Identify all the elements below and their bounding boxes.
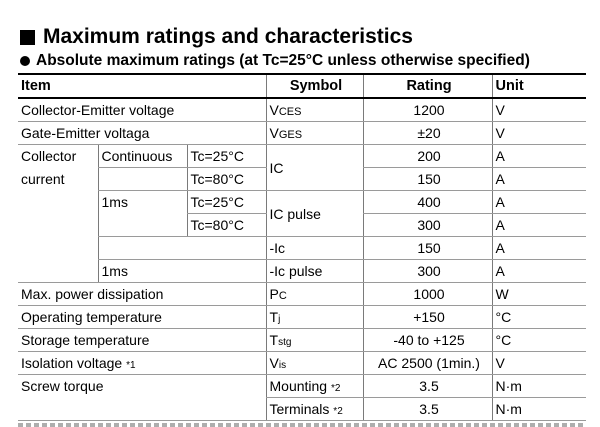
table-row [18, 260, 586, 283]
symbol-sub: CES [278, 106, 302, 118]
mounting-label: Mounting [269, 378, 328, 394]
symbol-cell [266, 329, 363, 352]
item-cell-blank [18, 260, 98, 283]
table-header-row [18, 74, 586, 98]
cropped-footnote-line [18, 419, 586, 427]
terminals-label: Terminals [269, 401, 330, 417]
footnote-mark: *2 [330, 383, 341, 394]
table-row [18, 237, 586, 260]
footnote-mark: *1 [126, 360, 136, 371]
rating-cell: ±20 [363, 122, 492, 145]
item-cell: Screw torque [21, 378, 104, 395]
absolute-maximum-ratings-table [18, 73, 586, 421]
unit-cell: °C [492, 306, 586, 329]
item-cell: Collector-Emitter voltage [18, 98, 266, 122]
symbol-cell-neg-ic-pulse: -Ic pulse [266, 260, 363, 283]
table-row [18, 145, 586, 168]
condition-pulse: 1ms [98, 260, 266, 283]
symbol-cell [266, 306, 363, 329]
unit-cell: A [492, 237, 586, 260]
unit-cell: W [492, 283, 586, 306]
footnote-mark: *2 [333, 406, 343, 417]
item-cell: Storage temperature [18, 329, 266, 352]
unit-cell: V [492, 122, 586, 145]
condition-temp: Tc=25°C [187, 191, 266, 214]
table-row [18, 98, 586, 122]
item-cell-collector: Collector [21, 148, 77, 165]
item-cell-current: current [21, 171, 65, 187]
symbol-cell [266, 98, 363, 122]
symbol-cell [266, 283, 363, 306]
rating-cell: 1200 [363, 98, 492, 122]
rating-cell: 300 [363, 214, 492, 237]
symbol-cell-ic-pulse: IC pulse [266, 191, 363, 237]
square-bullet-icon [20, 30, 35, 45]
condition-temp: Tc=25°C [187, 145, 266, 168]
rating-cell: 150 [363, 237, 492, 260]
table-row [18, 191, 586, 214]
item-cell-blank [18, 398, 266, 421]
item-cell: Operating temperature [18, 306, 266, 329]
item-cell: Gate-Emitter voltaga [18, 122, 266, 145]
symbol-sub: C [278, 290, 287, 302]
rating-cell: AC 2500 (1min.) [363, 352, 492, 375]
symbol-cell [266, 398, 363, 421]
symbol-main: T [269, 332, 279, 348]
rating-cell: 3.5 [363, 398, 492, 421]
unit-cell: V [492, 352, 586, 375]
condition-temp: Tc=80°C [187, 214, 266, 237]
unit-cell: A [492, 191, 586, 214]
unit-cell: N·m [492, 398, 586, 421]
condition-blank [98, 168, 187, 191]
symbol-sub: is [278, 360, 287, 371]
table-row [18, 306, 586, 329]
symbol-main: P [269, 286, 279, 302]
symbol-cell-neg-ic: -Ic [266, 237, 363, 260]
rating-cell: -40 to +125 [363, 329, 492, 352]
table-row [18, 398, 586, 421]
rating-cell: +150 [363, 306, 492, 329]
symbol-main: T [269, 309, 279, 325]
item-cell: Max. power dissipation [18, 283, 266, 306]
symbol-main: V [269, 102, 279, 118]
rating-cell: 1000 [363, 283, 492, 306]
condition-blank [98, 237, 266, 260]
symbol-cell [266, 375, 363, 398]
symbol-main: V [269, 125, 279, 141]
rating-cell: 3.5 [363, 375, 492, 398]
item-cell-blank [18, 191, 98, 214]
rating-cell: 200 [363, 145, 492, 168]
symbol-main: V [269, 355, 279, 371]
section-heading [20, 24, 413, 50]
condition-continuous: Continuous [98, 145, 187, 168]
table-row [18, 375, 586, 398]
item-cell-blank [18, 214, 98, 237]
symbol-cell-ic: IC [266, 145, 363, 191]
unit-cell: V [492, 98, 586, 122]
condition-pulse: 1ms [98, 191, 187, 214]
header-symbol: Symbol [266, 74, 363, 98]
rating-cell: 400 [363, 191, 492, 214]
condition-temp: Tc=80°C [187, 168, 266, 191]
header-rating: Rating [363, 74, 492, 98]
symbol-sub: stg [278, 337, 292, 348]
section-heading-text: Maximum ratings and characteristics [43, 25, 413, 48]
header-unit: Unit [492, 74, 586, 98]
symbol-cell [266, 122, 363, 145]
table-row [18, 352, 586, 375]
subsection-heading-text: Absolute maximum ratings (at Tc=25°C unless otherwise specified) [36, 52, 530, 69]
unit-cell: A [492, 145, 586, 168]
unit-cell: A [492, 168, 586, 191]
condition-blank [98, 214, 187, 237]
header-item: Item [18, 74, 266, 98]
item-cell [18, 352, 266, 375]
subsection-heading [20, 51, 530, 71]
unit-cell: N·m [492, 375, 586, 398]
item-cell-blank [18, 237, 98, 260]
rating-cell: 300 [363, 260, 492, 283]
unit-cell: A [492, 260, 586, 283]
round-bullet-icon [20, 56, 30, 66]
symbol-sub: GES [278, 129, 303, 141]
unit-cell: °C [492, 329, 586, 352]
table-row [18, 122, 586, 145]
symbol-sub: j [278, 314, 281, 325]
symbol-cell [266, 352, 363, 375]
item-text: Isolation voltage [21, 355, 123, 371]
table-row [18, 329, 586, 352]
unit-cell: A [492, 214, 586, 237]
rating-cell: 150 [363, 168, 492, 191]
table-row [18, 283, 586, 306]
